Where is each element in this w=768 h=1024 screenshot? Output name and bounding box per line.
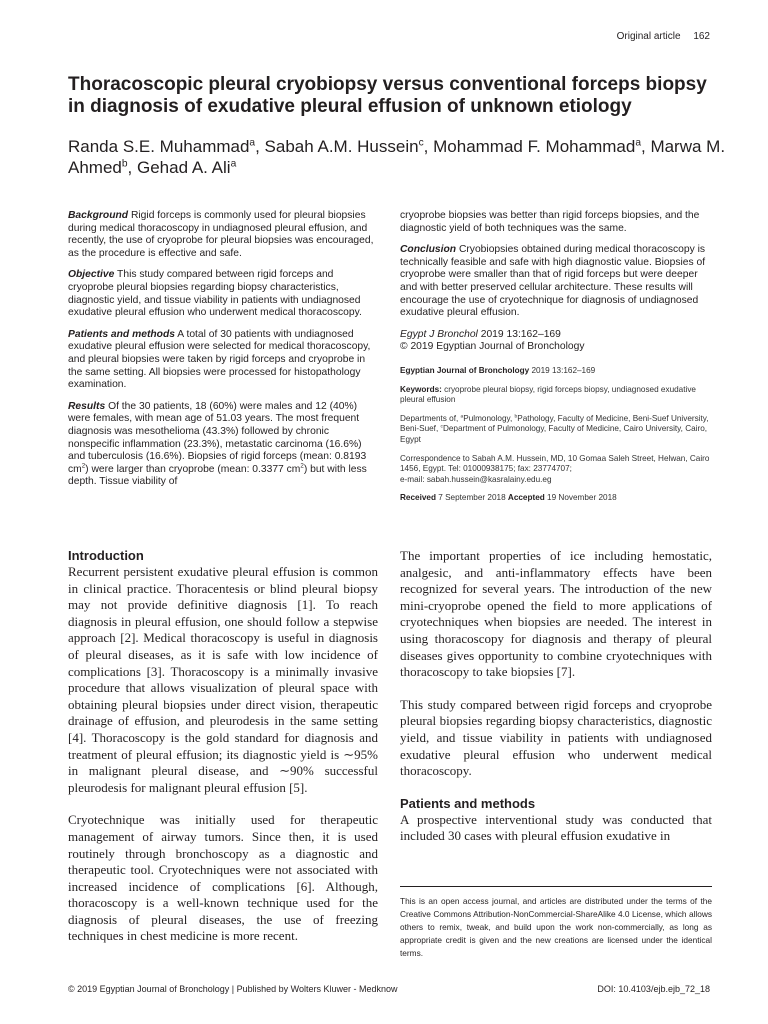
body-paragraph: This study compared between rigid forceps and cryoprobe pleural biopsies regarding biopsy characteristics, diagnostic yield, and tissue viability in patients with undiagnosed exudative pleural effusion who underwent medical thoracoscopy. <box>400 696 712 779</box>
body-paragraph: Recurrent persistent exudative pleural effusion is common in clinical practice. Thoracentesis or blind pleural biopsy may not provide definitive diagnosis [1]. To reach diagnosis in pleural effusion, one should follow a stepwise approach [2]. Medical thoracoscopy is useful in diagnosis of pleural diseases, as it is safe with low incidence of complications [3]. Thoracoscopy is a minimally invasive procedure that allows visualization of pleural space with obtaining pleural biopsies under direct vision, therapeutic drainage of effusion, and pleurodesis in the same setting [4]. Thoracoscopy is the gold standard for diagnosis and treatment of pleural effusion; its diagnostic yield is ∼95% in malignant pleural disease, and ∼90% successful pleurodesis for malignant pleural effusion [5]. <box>68 564 378 795</box>
affiliation-marker: b <box>121 158 128 170</box>
page-number: 162 <box>693 31 710 42</box>
abstract-right-column <box>400 210 712 512</box>
keywords: Keywords: cryoprobe pleural biopsy, rigid forceps biopsy, undiagnosed exudative pleural effusion <box>400 384 696 405</box>
abstract-patients-methods: Patients and methods A total of 30 patients with undiagnosed exudative pleural effusion were selected for medical thoracoscopy, and pleural biopsies were taken by rigid forceps and cryoprobe in the same setting. All biopsies were processed for histopathology examination. <box>68 328 371 391</box>
correspondence: Correspondence to Sabah A.M. Hussein, MD, 10 Gomaa Saleh Street, Helwan, Cairo 1456, Egypt. Tel: 01000938175; fax: 23774707; e-mail: sabah.hussein@kasralainy.edu.eg <box>400 453 710 484</box>
affiliation-marker: a <box>635 137 641 149</box>
affiliations: Departments of, $^a$Pulmonology, $^b$Pathology, Faculty of Medicine, Beni-Suef University, Beni-Suef, $^c$Department of Pulmonology, Faculty of Medicine, Cairo University, Cairo, Egypt <box>400 413 709 444</box>
footer-doi: DOI: 10.4103/ejb.ejb_72_18 <box>597 984 710 994</box>
received-accepted: Received 7 September 2018 Accepted 19 November 2018 <box>400 493 617 503</box>
abstract-left-column <box>68 210 378 498</box>
affiliation-marker: c <box>418 137 424 149</box>
abstract-objective: Objective This study compared between rigid forceps and cryoprobe pleural biopsies regarding biopsy characteristics, diagnostic yield, and tissue viability in patients with undiagnosed exudative pleural effusion who underwent medical thoracoscopy. <box>68 269 362 319</box>
author: Gehad A. Ali$^a$ <box>137 158 237 177</box>
body-paragraph: A prospective interventional study was conducted that included 30 cases with pleural effusion exudative in <box>400 811 712 844</box>
running-header <box>617 31 710 42</box>
footer-copyright: © 2019 Egyptian Journal of Bronchology | Published by Wolters Kluwer - Medknow <box>68 984 398 994</box>
abstract-results-continued: cryoprobe biopsies was better than rigid forceps biopsies, and the diagnostic yield of both techniques was the same. <box>400 210 700 234</box>
article-metadata <box>400 366 712 504</box>
article-type: Original article <box>616 31 681 42</box>
abstract-background: Background Rigid forceps is commonly used for pleural biopsies during medical thoracoscopy in undiagnosed pleural effusion, and recently, the use of cryoprobe for pleural biopsies was encouraged, as the procedure is effective and safe. <box>68 210 374 259</box>
body-paragraph: Cryotechnique was initially used for therapeutic management of airway tumors. Since then, it is used routinely through bronchoscopy as a diagnostic and therapeutic tool. Cryotechniques were not associated with increased incidence of complications [6]. Although, thoracoscopy is a well-known technique used for the diagnosis of pleural diseases, the use of freezing techniques in chest medicine is more recent. <box>68 812 378 944</box>
introduction-heading: Introduction <box>68 548 144 563</box>
paper-title: Thoracoscopic pleural cryobiopsy versus conventional forceps biopsy in diagnosis of exudative pleural effusion of unknown etiology <box>68 74 707 117</box>
body-right-column <box>400 548 712 861</box>
email: e-mail: sabah.hussein@kasralainy.edu.eg <box>400 474 552 484</box>
abstract-results: Results Of the 30 patients, 18 (60%) were males and 12 (40%) were females, with mean age of 51.03 years. The most frequent diagnosis was mesothelioma (43.3%) followed by chronic nonspecific inflammation (23.3%), metastatic carcinoma (16.6%) and tuberculosis (16.6%). Biopsies of rigid forceps (mean: 0.8193 $cm^2$) were larger than cryoprobe (mean: 0.3377 $cm^2$) but with less depth. Tissue viability of <box>68 400 367 488</box>
abstract-citation: Egypt J Bronchol 2019 13:162–169 © 2019 Egyptian Journal of Bronchology <box>400 328 585 353</box>
author: Sabah A.M. Hussein$^c$, <box>264 137 434 156</box>
license-note: This is an open access journal, and articles are distributed under the terms of the Creative Commons Attribution-NonCommercial-ShareAlike 4.0 License, which allows others to remix, tweak, and build upon the work non-commercially, as long as appropriate credit is given and the new creations are licensed under the identical terms. <box>400 886 712 960</box>
author: Marwa M. Ahmed$^b$, <box>68 137 726 177</box>
abstract-copyright: © 2019 Egyptian Journal of Bronchology <box>400 341 585 353</box>
author: Randa S.E. Muhammad$^a$, <box>68 137 265 156</box>
body-left-column <box>68 548 378 961</box>
journal-line: Egyptian Journal of Bronchology 2019 13:162–169 <box>400 365 596 375</box>
body-paragraph: The important properties of ice including hemostatic, analgesic, and anti-inflammatory effects have been recognized for several years. The introduction of the new mini-cryoprobe opened the field to more applications of cryotechniques when biopsies are needed. The interest in using thoracoscopy for diagnosis and therapy of pleural diseases gives opportunity to combine cryotechniques with thoracoscopy to take biopsies [7]. <box>400 548 712 680</box>
author: Mohammad F. Mohammad$^a$, <box>433 137 651 156</box>
affiliation-marker: a <box>230 158 237 170</box>
methods-heading: Patients and methods <box>400 795 536 811</box>
author-list <box>68 136 728 178</box>
abstract-conclusion: Conclusion Cryobiopsies obtained during medical thoracoscopy is technically feasible and safe with high diagnostic value. Biopsies of cryoprobe were smaller than that of rigid forceps but were deeper and with better preserved cellular architecture. These results will encourage the use of cryotechnique for diagnosis of undiagnosed exudative pleural effusion. <box>400 244 706 319</box>
affiliation-marker: a <box>249 137 256 149</box>
